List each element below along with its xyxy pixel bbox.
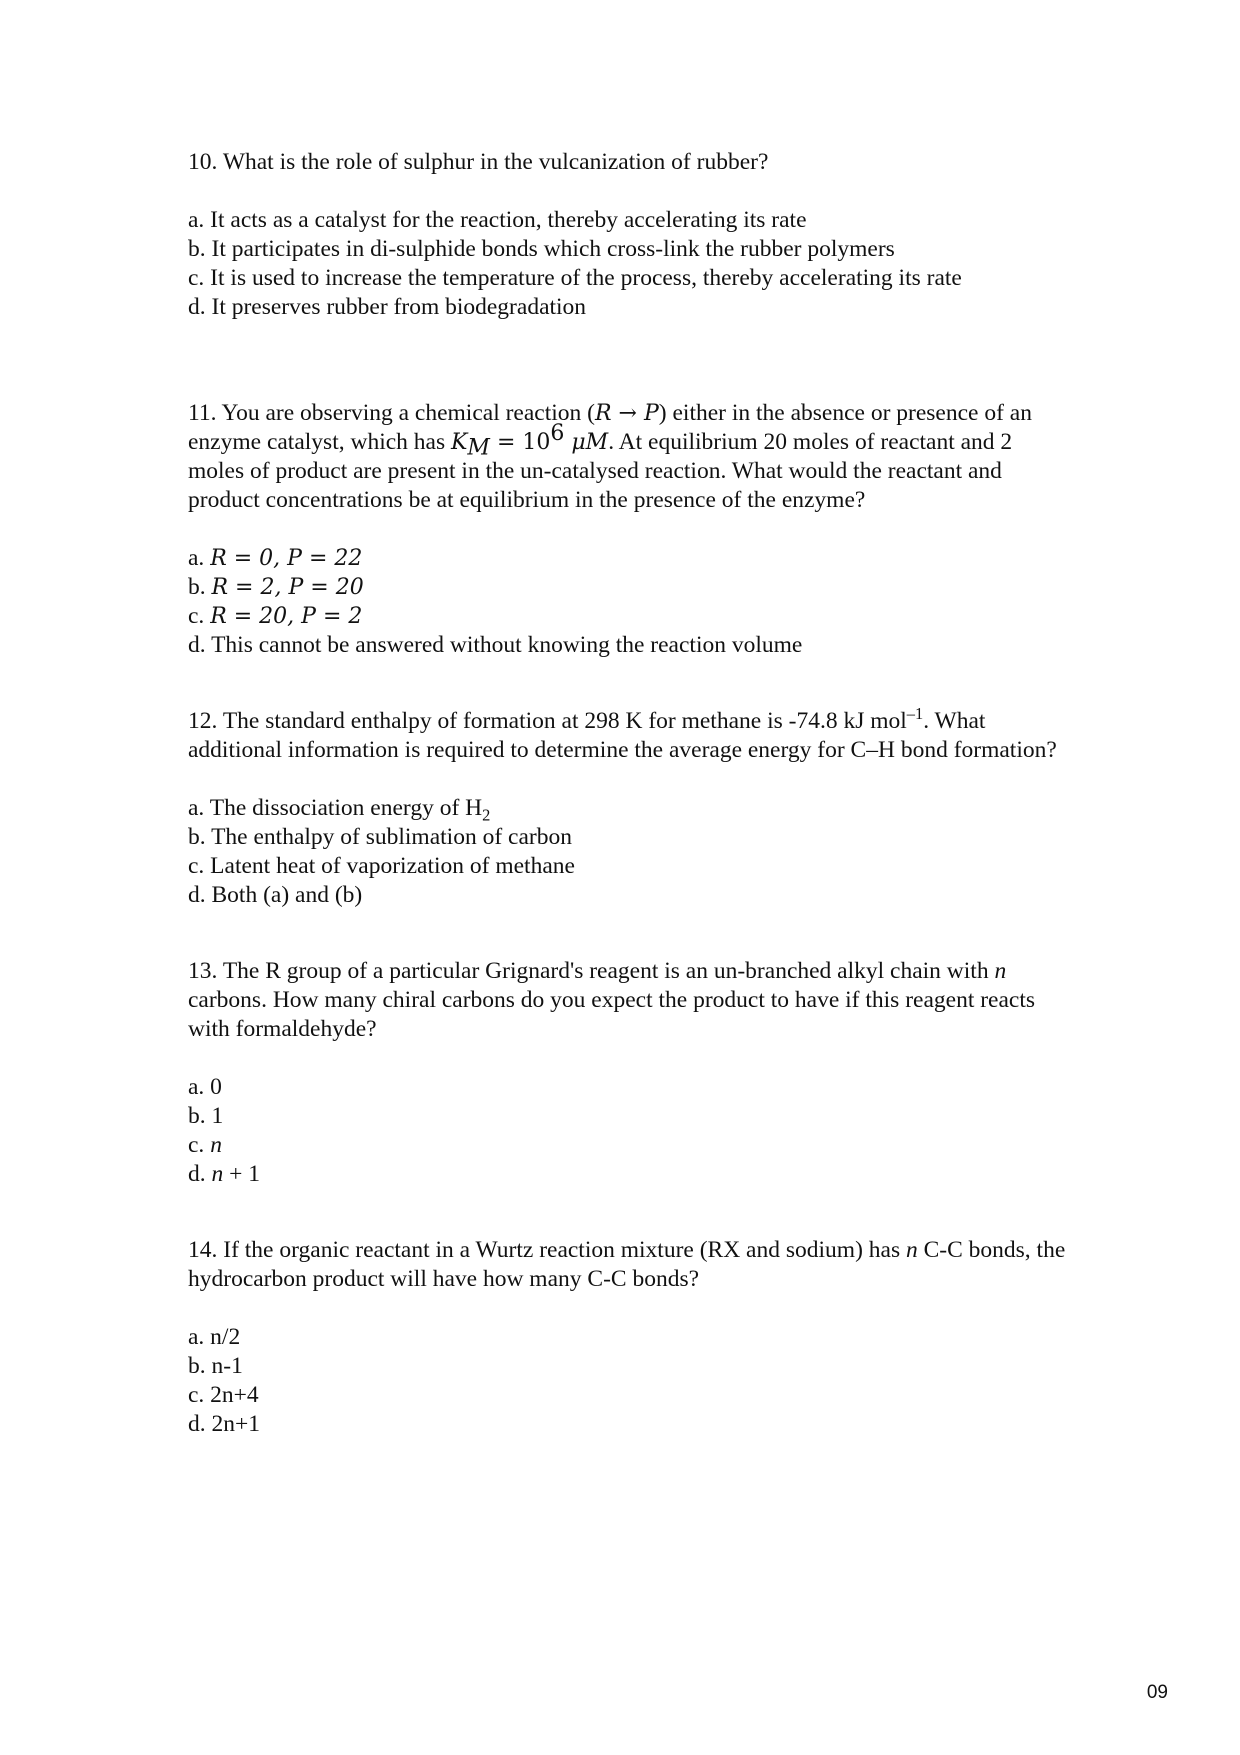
question-14-option-b: b. n-1 [188, 1353, 243, 1379]
question-11-stem-part-2: ) either in the absence or presence of an enzyme catalyst, which has [188, 400, 1032, 455]
question-11-stem [188, 399, 1068, 515]
question-13-option-a: a. 0 [188, 1074, 222, 1100]
question-12-option-b: b. The enthalpy of sublimation of carbon [188, 824, 572, 850]
question-13-variable-n: n [994, 958, 1007, 984]
question-14-stem-part-1: 14. If the organic reactant in a Wurtz reaction mixture (RX and sodium) has [188, 1237, 906, 1263]
question-10-option-a: a. It acts as a catalyst for the reaction, thereby accelerating its rate [188, 207, 807, 233]
question-12-option-d: d. Both (a) and (b) [188, 882, 363, 908]
question-11-option-c-label: c. [188, 603, 211, 629]
question-11-option-a-label: a. [188, 545, 211, 571]
question-11-km-unit: μM [564, 430, 609, 455]
question-11-option-a [188, 544, 1068, 573]
question-12-option-a [188, 794, 1068, 823]
question-14-option-a: a. n/2 [188, 1324, 241, 1350]
question-12-stem-part-1: 12. The standard enthalpy of formation at 298 K for methane is -74.8 kJ mol [188, 708, 907, 734]
question-12-options [188, 794, 1068, 910]
question-11-km-subscript: M [467, 435, 490, 461]
question-11-km-exponent: 6 [550, 421, 565, 447]
question-11-km-equals: = 10 [489, 430, 551, 455]
question-12-option-a-subscript: 2 [482, 805, 491, 825]
question-13-option-c [188, 1131, 1068, 1160]
question-11-option-d [188, 631, 1068, 660]
question-11-reaction: R → P [594, 401, 659, 426]
question-12 [188, 704, 1068, 910]
question-10-stem: 10. What is the role of sulphur in the vulcanization of rubber? [188, 149, 769, 175]
question-13-stem-part-1: 13. The R group of a particular Grignard's reagent is an un-branched alkyl chain with [188, 958, 995, 984]
question-11-stem-part-3: . At equilibrium 20 moles of reactant and 2 moles of product are present in the un-catalysed reaction. What would the reactant and product concentrations be at equilibrium in the presence of the enzyme? [188, 429, 1013, 513]
question-12-stem-part-2: . What additional information is required to determine the average energy for C–H bond formation? [188, 708, 1057, 763]
question-11-option-a-math: R = 0, P = 22 [210, 546, 363, 571]
question-10 [188, 148, 1068, 322]
question-10-options [188, 206, 1068, 322]
question-13-option-d-tail: + 1 [223, 1161, 261, 1187]
page-number: 09 [1146, 1682, 1168, 1703]
question-10-option-b: b. It participates in di-sulphide bonds which cross-link the rubber polymers [188, 236, 895, 262]
question-list [188, 148, 1068, 1439]
question-10-option-d: d. It preserves rubber from biodegradation [188, 294, 587, 320]
question-13-option-d-label: d. [188, 1161, 212, 1187]
question-12-stem [188, 704, 1068, 765]
question-11-option-c-math: R = 20, P = 2 [210, 604, 363, 629]
question-12-unit-exponent: –1 [906, 704, 924, 724]
question-14 [188, 1236, 1068, 1439]
question-14-stem-part-2: C-C bonds, the hydrocarbon product will have how many C-C bonds? [188, 1237, 1066, 1292]
question-14-option-c: c. 2n+4 [188, 1382, 259, 1408]
question-11-option-b-math: R = 2, P = 20 [211, 575, 364, 600]
question-12-option-c: c. Latent heat of vaporization of methane [188, 853, 575, 879]
question-11 [188, 399, 1068, 660]
question-13-option-c-variable: n [210, 1132, 222, 1158]
question-11-km-symbol: K [450, 430, 468, 455]
question-11-option-b [188, 573, 1068, 602]
question-14-stem [188, 1236, 1068, 1294]
question-10-option-c: c. It is used to increase the temperature of the process, thereby accelerating its rate [188, 265, 962, 291]
question-13-stem-part-2: carbons. How many chiral carbons do you expect the product to have if this reagent reacts with formaldehyde? [188, 987, 1036, 1042]
question-14-options [188, 1323, 1068, 1439]
question-11-option-c [188, 602, 1068, 631]
question-12-option-a-text: a. The dissociation energy of H [188, 795, 483, 821]
question-13-option-d-variable: n [211, 1161, 224, 1187]
question-13-stem [188, 957, 1068, 1044]
question-13 [188, 957, 1068, 1189]
question-13-option-c-label: c. [188, 1132, 211, 1158]
question-11-option-b-label: b. [188, 574, 212, 600]
question-14-option-d: d. 2n+1 [188, 1411, 261, 1437]
question-13-option-d [188, 1160, 1068, 1189]
question-11-stem-part-1: 11. You are observing a chemical reaction ( [188, 400, 595, 426]
question-11-option-d-label: d. This cannot be answered without knowing the reaction volume [188, 632, 803, 658]
question-13-option-b: b. 1 [188, 1103, 224, 1129]
question-13-options [188, 1073, 1068, 1189]
question-11-options [188, 544, 1068, 660]
question-14-variable-n: n [905, 1237, 918, 1263]
